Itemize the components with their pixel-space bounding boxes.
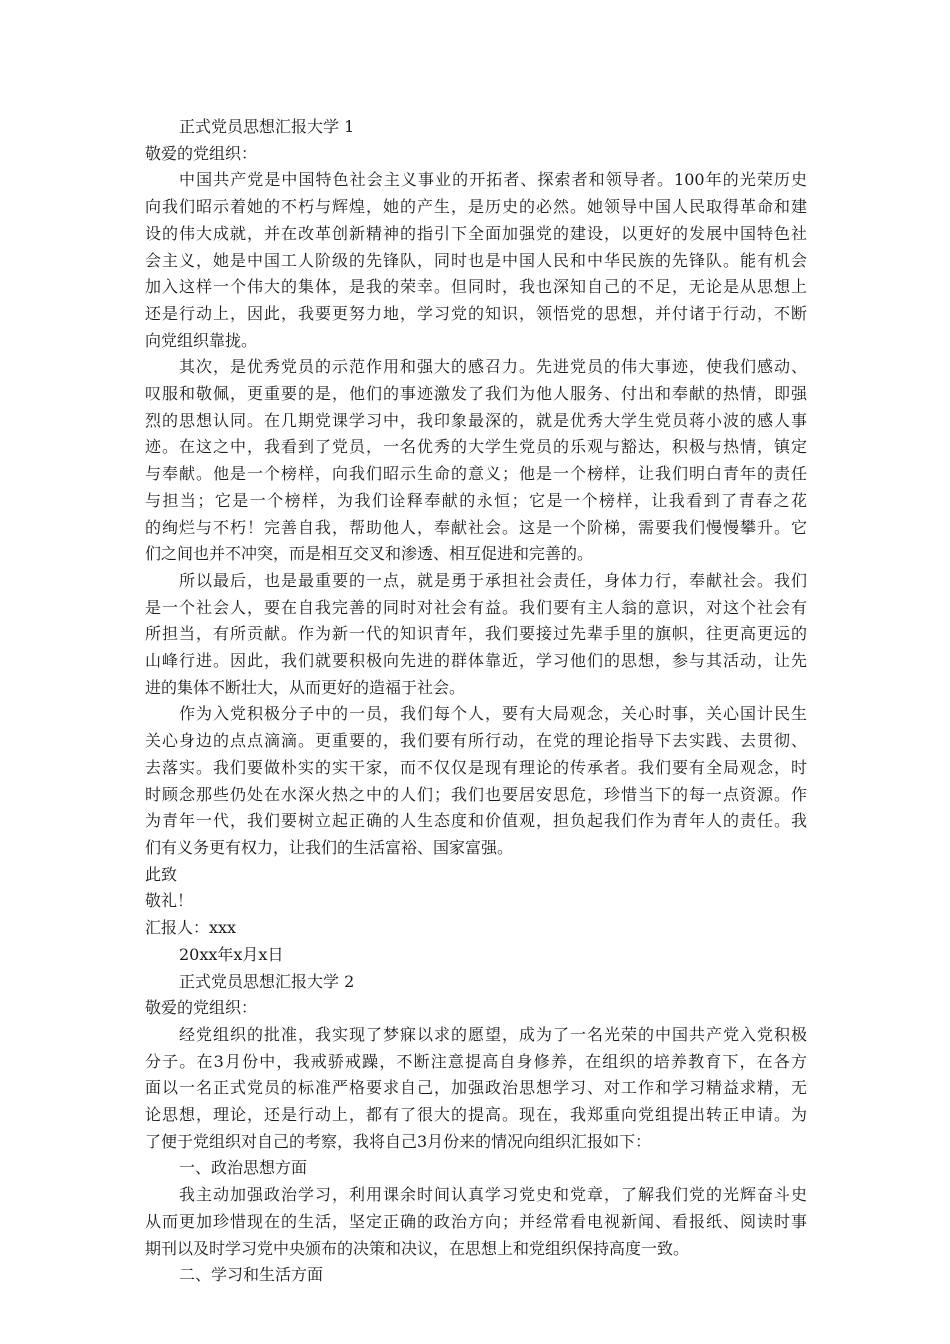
text-line: 设的伟大成就，并在改革创新精神的指引下全面加强党的建设，以更好的发展中国特色社	[145, 223, 807, 243]
text-line: 作为入党积极分子中的一员，我们每个人，要有大局观念，关心时事，关心国计民生	[179, 704, 807, 724]
text-line: 叹服和敬佩，更重要的是，他们的事迹激发了我们为他人服务、付出和奉献的热情，即强	[145, 384, 807, 404]
text-line: 从而更加珍惜现在的生活，坚定正确的政治方向；并经常看电视新闻、看报纸、阅读时事	[145, 1211, 807, 1231]
text-line: 此致	[145, 864, 178, 884]
text-line: 是一个社会人，要在自我完善的同时对社会有益。我们要有主人翁的意识，对这个社会有	[145, 597, 807, 617]
text-line: 关心身边的点点滴滴。更重要的，我们要有所行动，在党的理论指导下去实践、去贯彻、	[145, 731, 807, 751]
text-line: 为青年一代，我们要树立起正确的人生态度和价值观，担负起我们作为青年人的责任。我	[145, 811, 807, 831]
text-line: 我主动加强政治学习，利用课余时间认真学习党史和党章，了解我们党的光辉奋斗史	[179, 1185, 807, 1205]
text-line: 所以最后，也是最重要的一点，就是勇于承担社会责任，身体力行，奉献社会。我们	[179, 570, 807, 590]
text-line: 进的集体不断壮大，从而更好的造福于社会。	[145, 677, 466, 697]
text-line: 了便于党组织对自己的考察，我将自己3月份来的情况向组织汇报如下：	[145, 1131, 652, 1151]
document-body	[145, 114, 807, 1289]
text-line: 敬礼！	[145, 891, 194, 911]
text-line: 一、政治思想方面	[179, 1158, 308, 1178]
text-line: 与担当；它是一个榜样，为我们诠释奉献的永恒；它是一个榜样，让我看到了青春之花	[145, 490, 807, 510]
text-line: 山峰行进。因此，我们就要积极向先进的群体靠近，学习他们的思想，参与其活动，让先	[145, 651, 807, 671]
text-line: 会主义，她是中国工人阶级的先锋队，同时也是中国人民和中华民族的先锋队。能有机会	[145, 250, 807, 270]
text-line: 中国共产党是中国特色社会主义事业的开拓者、探索者和领导者。100年的光荣历史	[179, 170, 807, 190]
text-line: 敬爱的党组织：	[145, 143, 258, 163]
text-line: 期刊以及时学习党中央颁布的决策和决议，在思想上和党组织保持高度一致。	[145, 1238, 690, 1258]
text-line: 与奉献。他是一个榜样，向我们昭示生命的意义；他是一个榜样，让我们明白青年的责任	[145, 464, 807, 484]
text-line: 其次，是优秀党员的示范作用和强大的感召力。先进党员的伟大事迹，使我们感动、	[179, 357, 807, 377]
text-line: 经党组织的批准，我实现了梦寐以求的愿望，成为了一名光荣的中国共产党入党积极	[179, 1024, 807, 1044]
text-line: 论思想，理论，还是行动上，都有了很大的提高。现在，我郑重向党组提出转正申请。为	[145, 1105, 807, 1125]
text-line: 汇报人：xxx	[145, 918, 237, 938]
text-line: 所担当，有所贡献。作为新一代的知识青年，我们要接过先辈手里的旗帜，往更高更远的	[145, 624, 807, 644]
text-line: 烈的思想认同。在几期党课学习中，我印象最深的，就是优秀大学生党员蒋小波的感人事	[145, 410, 807, 430]
text-line: 去落实。我们要做朴实的实干家，而不仅仅是现有理论的传承者。我们要有全局观念，时	[145, 757, 807, 777]
text-line: 加入这样一个伟大的集体，是我的荣幸。但同时，我也深知自己的不足，无论是从思想上	[145, 277, 807, 297]
text-line: 向党组织靠拢。	[145, 330, 258, 350]
text-line: 二、学习和生活方面	[179, 1265, 324, 1285]
text-line: 20xx年x月x日	[179, 944, 284, 964]
text-line: 们之间也并不冲突，而是相互交叉和渗透、相互促进和完善的。	[145, 544, 594, 564]
text-line: 时顾念那些仍处在水深火热之中的人们；我们也要居安思危，珍惜当下的每一点资源。作	[145, 784, 807, 804]
text-line: 正式党员思想汇报大学 2	[179, 971, 355, 991]
text-line: 还是行动上，因此，我要更努力地，学习党的知识，领悟党的思想，并付诸于行动，不断	[145, 303, 807, 323]
text-line: 正式党员思想汇报大学 1	[179, 117, 355, 136]
text-line: 面以一名正式党员的标准严格要求自己，加强政治思想学习、对工作和学习精益求精，无	[145, 1078, 807, 1098]
text-line: 们有义务更有权力，让我们的生活富裕、国家富强。	[145, 837, 514, 857]
text-line: 敬爱的党组织：	[145, 998, 258, 1018]
text-line: 的绚烂与不朽！完善自我，帮助他人，奉献社会。这是一个阶梯，需要我们慢慢攀升。它	[145, 517, 807, 537]
text-line: 迹。在这之中，我看到了党员，一名优秀的大学生党员的乐观与豁达，积极与热情，镇定	[145, 437, 807, 457]
text-line: 向我们昭示着她的不朽与辉煌，她的产生，是历史的必然。她领导中国人民取得革命和建	[145, 197, 807, 217]
text-line: 分子。在3月份中，我戒骄戒躁，不断注意提高自身修养，在组织的培养教育下，在各方	[145, 1051, 807, 1071]
